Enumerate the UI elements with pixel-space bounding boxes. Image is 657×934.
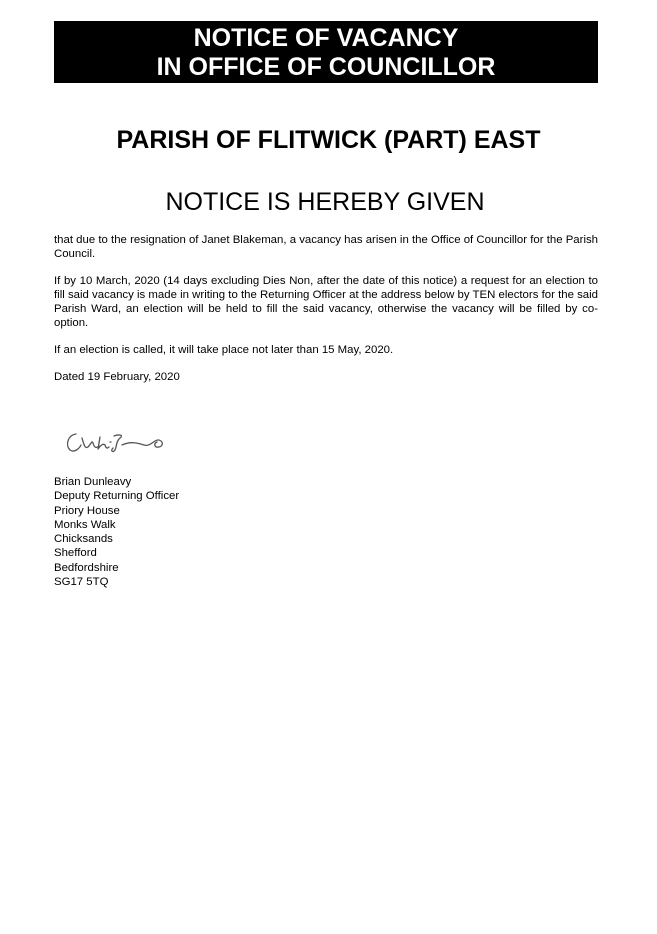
paragraph-resignation: that due to the resignation of Janet Blakeman, a vacancy has arisen in the Office of Councillor for the Parish Council. (54, 234, 598, 260)
signatory-role: Deputy Returning Officer (54, 490, 180, 503)
notice-title: NOTICE IS HEREBY GIVEN (165, 188, 485, 216)
paragraph-election-date: If an election is called, it will take place not later than 15 May, 2020. (54, 344, 394, 356)
address-line: Chicksands (54, 533, 113, 546)
header-line-1: NOTICE OF VACANCY (193, 24, 459, 52)
signature-icon (62, 425, 172, 459)
notice-body (54, 233, 598, 397)
address-line: Priory House (54, 504, 120, 517)
notice-header-banner (54, 21, 598, 83)
address-line: Bedfordshire (54, 561, 119, 574)
address-line: Monks Walk (54, 518, 116, 531)
paragraph-election-request: If by 10 March, 2020 (14 days excluding Dies Non, after the date of this notice) a request for an election to fill said vacancy is made in writing to the Returning Officer at the address below by TEN electors for the said Parish Ward, an election will be held to fill the said vacancy, otherwise the vacancy will be filled by co-option. (54, 275, 598, 329)
address-line: SG17 5TQ (54, 576, 109, 589)
header-line-2: IN OFFICE OF COUNCILLOR (156, 53, 496, 81)
paragraph-dated: Dated 19 February, 2020 (54, 371, 180, 383)
address-line: Shefford (54, 547, 97, 560)
signatory-name: Brian Dunleavy (54, 476, 132, 488)
signatory-block (54, 475, 354, 589)
parish-title: PARISH OF FLITWICK (PART) EAST (116, 126, 541, 154)
